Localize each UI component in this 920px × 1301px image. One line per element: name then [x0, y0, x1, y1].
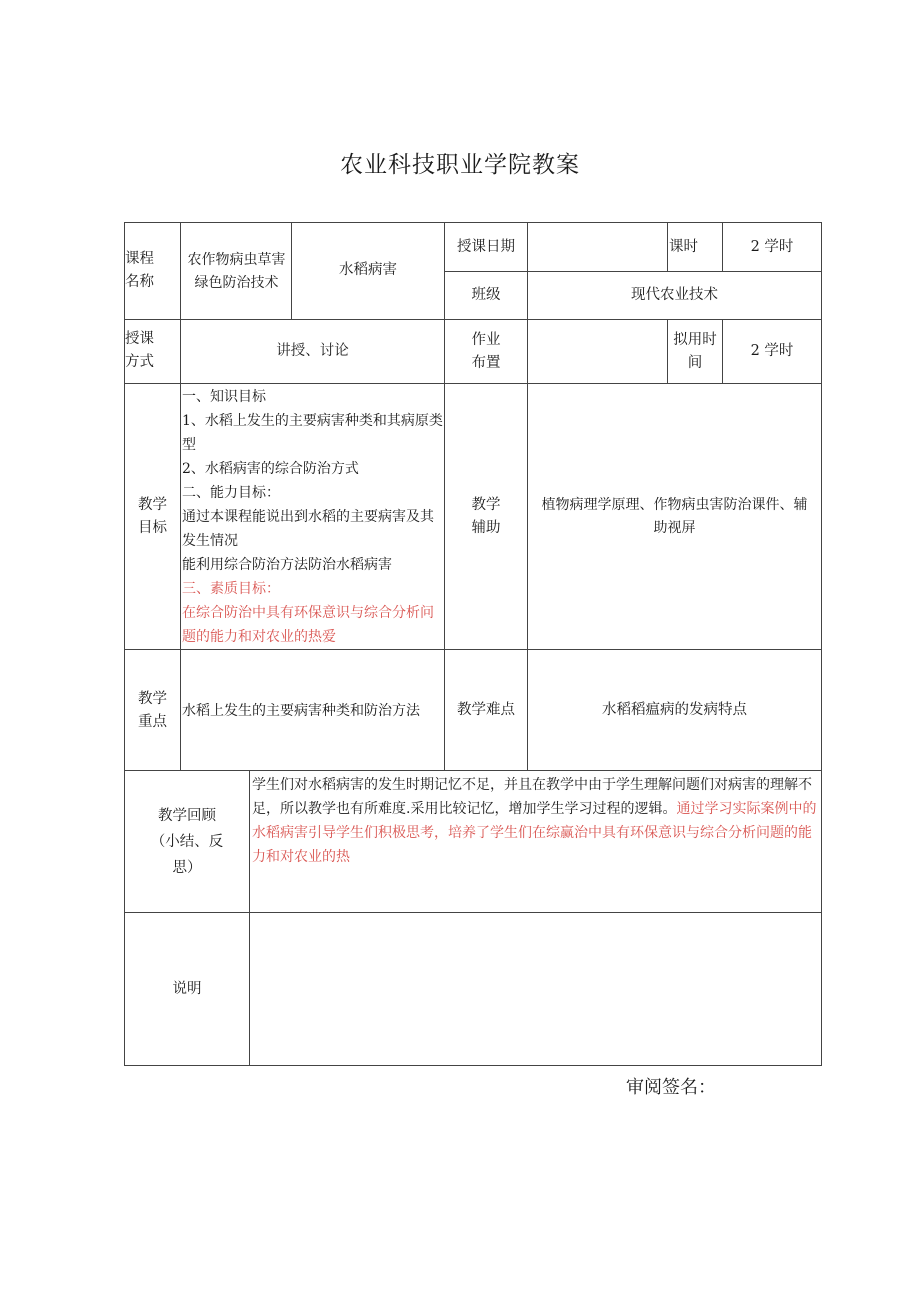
course-name-value: 农作物病虫草害 绿色防治技术: [187, 252, 286, 291]
teaching-method-value: 讲授、讨论: [276, 343, 349, 359]
table-border-right: [821, 222, 822, 1066]
teaching-review-label: 教学回顾 （小结、反 思）: [150, 807, 224, 876]
difficulty-label: 教学难点: [457, 701, 515, 718]
goal-line: 通过本课程能说出到水稻的主要病害及其发生情况: [182, 509, 434, 549]
goal-line-highlighted: 在综合防治中具有环保意识与综合分析问题的能力和对农业的热爱: [182, 605, 434, 645]
difficulty-value: 水稻稻瘟病的发病特点: [602, 701, 747, 718]
key-point-value: 水稻上发生的主要病害种类和防治方法: [182, 703, 420, 719]
review-signature-label: 审阅签名：: [626, 1077, 716, 1098]
lesson-plan-table: [124, 222, 822, 1066]
homework-label: 作业 布置: [471, 331, 501, 371]
goal-line: 1、水稻上发生的主要病害种类和其病原类型: [182, 413, 443, 453]
goal-line: 2、水稻病害的综合防治方式: [182, 461, 359, 477]
page-title: 农业科技职业学院教案: [340, 152, 580, 178]
class-value: 现代农业技术: [631, 287, 718, 303]
class-hours-label: 课时: [669, 239, 698, 255]
lesson-date-value: [528, 223, 667, 271]
notes-label: 说明: [172, 980, 202, 997]
course-name-label: 课程 名称: [125, 251, 154, 290]
homework-value: [528, 320, 667, 383]
lesson-topic: 水稻病害: [339, 261, 397, 278]
planned-time-value: 2 学时: [750, 343, 794, 359]
goal-line: 一、知识目标: [182, 389, 266, 405]
lesson-date-label: 授课日期: [457, 238, 515, 255]
goal-line: 二、能力目标：: [182, 485, 280, 501]
teaching-method-label: 授课 方式: [125, 331, 154, 370]
goal-line-highlighted: 三、素质目标：: [182, 581, 280, 597]
teaching-aid-label: 教学 辅助: [471, 496, 501, 536]
teaching-goal-label: 教学 目标: [138, 497, 167, 536]
class-hours-value: 2 学时: [750, 238, 794, 255]
col-divider-e: [667, 222, 668, 271]
teaching-goal-list: [181, 385, 445, 649]
planned-time-label: 拟用时 间: [673, 331, 717, 371]
teaching-aid-value: 植物病理学原理、作物病虫害防治课件、辅助视屏: [541, 496, 808, 536]
key-point-label: 教学 重点: [138, 691, 167, 730]
class-label: 班级: [471, 287, 501, 303]
review-text: 学生们对水稻病害的发生时期记忆不足，并且在教学中由于学生理解问题们对病害的理解不足，所以教学也有所难度.采用比较记忆，增加学生学习过程的逻辑。: [252, 777, 812, 817]
teaching-review-text: [251, 773, 819, 869]
goal-line: 能利用综合防治方法防治水稻病害: [182, 557, 392, 573]
table-border-bottom: [124, 1065, 822, 1066]
review-text-highlighted: 通过学习实际案例中的水稻病害引导学生们积极思考，培养了学生们在综赢治中具有环保意识与综合分析问题的能力和对农业的热: [252, 801, 817, 865]
notes-value: [250, 913, 821, 1065]
